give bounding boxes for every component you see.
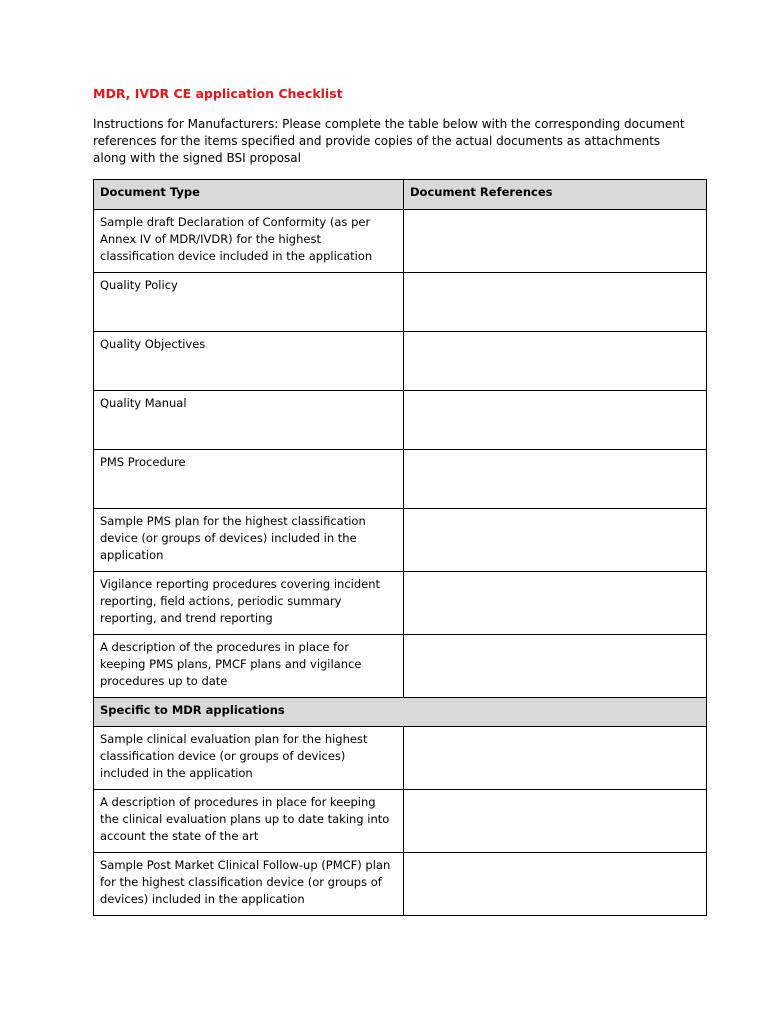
document-reference-cell[interactable] [404, 635, 707, 698]
column-header-document-type: Document Type [94, 180, 404, 210]
table-row [94, 635, 707, 698]
document-type-cell: A description of procedures in place for keeping the clinical evaluation plans up to date taking into account the state of the art [94, 790, 404, 853]
table-row [94, 450, 707, 509]
document-reference-cell[interactable] [404, 509, 707, 572]
table-header-row [94, 180, 707, 210]
document-type-cell: Quality Objectives [94, 332, 404, 391]
document-reference-cell[interactable] [404, 391, 707, 450]
table-row [94, 509, 707, 572]
document-reference-cell[interactable] [404, 790, 707, 853]
document-type-cell: Sample PMS plan for the highest classification device (or groups of devices) included in the application [94, 509, 404, 572]
table-row [94, 273, 707, 332]
checklist-table [93, 179, 707, 916]
document-type-cell: Quality Manual [94, 391, 404, 450]
table-row [94, 210, 707, 273]
document-type-cell: PMS Procedure [94, 450, 404, 509]
document-reference-cell[interactable] [404, 210, 707, 273]
table-row [94, 391, 707, 450]
table-row [94, 332, 707, 391]
document-type-cell: A description of the procedures in place for keeping PMS plans, PMCF plans and vigilance procedures up to date [94, 635, 404, 698]
document-reference-cell[interactable] [404, 853, 707, 916]
document-type-cell: Vigilance reporting procedures covering incident reporting, field actions, periodic summary reporting, and trend reporting [94, 572, 404, 635]
section-header-row [94, 698, 707, 727]
document-reference-cell[interactable] [404, 332, 707, 391]
table-row [94, 790, 707, 853]
document-reference-cell[interactable] [404, 727, 707, 790]
document-type-cell: Sample draft Declaration of Conformity (as per Annex IV of MDR/IVDR) for the highest classification device included in the application [94, 210, 404, 273]
document-reference-cell[interactable] [404, 572, 707, 635]
document-type-cell: Sample Post Market Clinical Follow-up (PMCF) plan for the highest classification device (or groups of devices) included in the application [94, 853, 404, 916]
document-reference-cell[interactable] [404, 273, 707, 332]
page-title: MDR, IVDR CE application Checklist [93, 86, 343, 101]
document-type-cell: Sample clinical evaluation plan for the highest classification device (or groups of devices) included in the application [94, 727, 404, 790]
column-header-document-references: Document References [404, 180, 707, 210]
table-row [94, 572, 707, 635]
instructions-text: Instructions for Manufacturers: Please complete the table below with the corresponding document references for the items specified and provide copies of the actual documents as attachments along with the signed BSI proposal [93, 117, 685, 165]
document-reference-cell[interactable] [404, 450, 707, 509]
section-title-mdr: Specific to MDR applications [94, 698, 707, 727]
table-row [94, 853, 707, 916]
table-row [94, 727, 707, 790]
document-type-cell: Quality Policy [94, 273, 404, 332]
